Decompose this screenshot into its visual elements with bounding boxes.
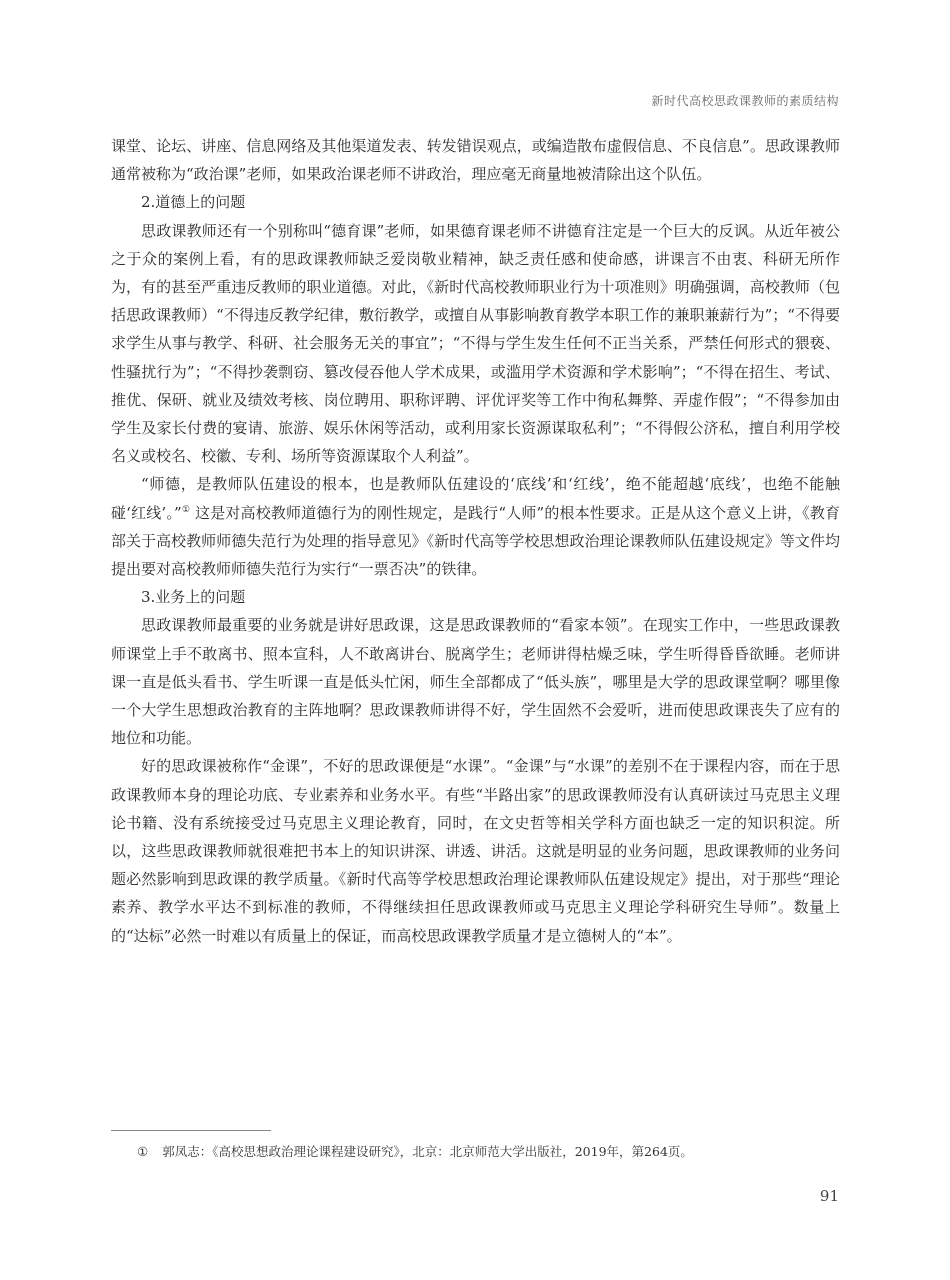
paragraph-business: 思政课教师最重要的业务就是讲好思政课，这是思政课教师的“看家本领”。在现实工作中，一些思政课教师课堂上手不敢离书、照本宣科，人不敢离讲台、脱离学生；老师讲得枯燥乏味，学生听得昏昏欲睡。老师讲课一直是低头看书、学生听课一直是低头忙闲，师生全部都成了“低头族”，哪里是大学的思政课堂啊？哪里像一个大学生思想政治教育的主阵地啊？思政课教师讲得不好，学生固然不会爱听，进而使思政课丧失了应有的地位和功能。 bbox=[111, 616, 840, 748]
footnote-divider bbox=[111, 1130, 271, 1131]
paragraph-golden-course: 好的思政课被称作“金课”，不好的思政课便是“水课”。“金课”与“水课”的差别不在于课程内容，而在于思政课教师本身的理论功底、专业素养和业务水平。有些“半路出家”的思政课教师没有认真研读过马克思主义理论书籍、没有系统接受过马克思主义理论教育，同时，在文史哲等相关学科方面也缺乏一定的知识积淀。所以，这些思政课教师就很难把书本上的知识讲深、讲透、讲活。这就是明显的业务问题，思政课教师的业务问题必然影响到思政课的教学质量。《新时代高等学校思想政治理论课教师队伍建设规定》提出，对于那些“理论素养、教学水平达不到标准的教师，不得继续担任思政课教师或马克思主义理论学科研究生导师”。数量上的“达标”必然一时难以有质量上的保证，而高校思政课教学质量才是立德树人的“本”。 bbox=[111, 757, 840, 945]
body-text bbox=[111, 132, 840, 950]
section-heading-moral: 2.道德上的问题 bbox=[141, 193, 246, 212]
footnote-ref[interactable]: ① bbox=[181, 504, 191, 515]
quote-text: “师德，是教师队伍建设的根本，也是教师队伍建设的‘底线’和‘红线’，绝不能超越‘底线’，也绝不能触碰‘红线’。” bbox=[111, 475, 840, 522]
footnote-marker: ① bbox=[137, 1144, 149, 1159]
page-number: 91 bbox=[819, 1187, 839, 1205]
paragraph-moral: 思政课教师还有一个别称叫“德育课”老师，如果德育课老师不讲德育注定是一个巨大的反讽。从近年被公之于众的案例上看，有的思政课教师缺乏爱岗敬业精神，缺乏责任感和使命感，讲课言不由衷、科研无所作为，有的甚至严重违反教师的职业道德。对此，《新时代高校教师职业行为十项准则》明确强调，高校教师（包括思政课教师）“不得违反教学纪律，敷衍教学，或擅自从事影响教育教学本职工作的兼职兼薪行为”；“不得要求学生从事与教学、科研、社会服务无关的事宜”；“不得与学生发生任何不正当关系，严禁任何形式的猥亵、性骚扰行为”；“不得抄袭剽窃、篡改侵吞他人学术成果，或滥用学术资源和学术影响”；“不得在招生、考试、推优、保研、就业及绩效考核、岗位聘用、职称评聘、评优评奖等工作中徇私舞弊、弄虚作假”；“不得参加由学生及家长付费的宴请、旅游、娱乐休闲等活动，或利用家长资源谋取私利”；“不得假公济私，擅自利用学校名义或校名、校徽、专利、场所等资源谋取个人利益”。 bbox=[111, 221, 840, 466]
quote-followup: 这是对高校教师道德行为的刚性规定，是践行“人师”的根本性要求。正是从这个意义上讲，《教育部关于高校教师师德失范行为处理的指导意见》《新时代高等学校思想政治理论课教师队伍建设规定》等文件均提出要对高校教师师德失范行为实行“一票否决”的铁律。 bbox=[111, 503, 840, 579]
footnote-text: 郭凤志：《高校思想政治理论课程建设研究》，北京：北京师范大学出版社，2019年，第264页。 bbox=[162, 1144, 693, 1159]
running-header: 新时代高校思政课教师的素质结构 bbox=[651, 94, 839, 108]
section-heading-business: 3.业务上的问题 bbox=[141, 588, 246, 607]
paragraph-continuation: 课堂、论坛、讲座、信息网络及其他渠道发表、转发错误观点，或编造散布虚假信息、不良信息”。思政课教师通常被称为“政治课”老师，如果政治课老师不讲政治，理应毫无商量地被清除出这个队伍。 bbox=[111, 137, 840, 184]
footnote bbox=[137, 1142, 837, 1160]
paragraph-quote bbox=[111, 470, 840, 583]
